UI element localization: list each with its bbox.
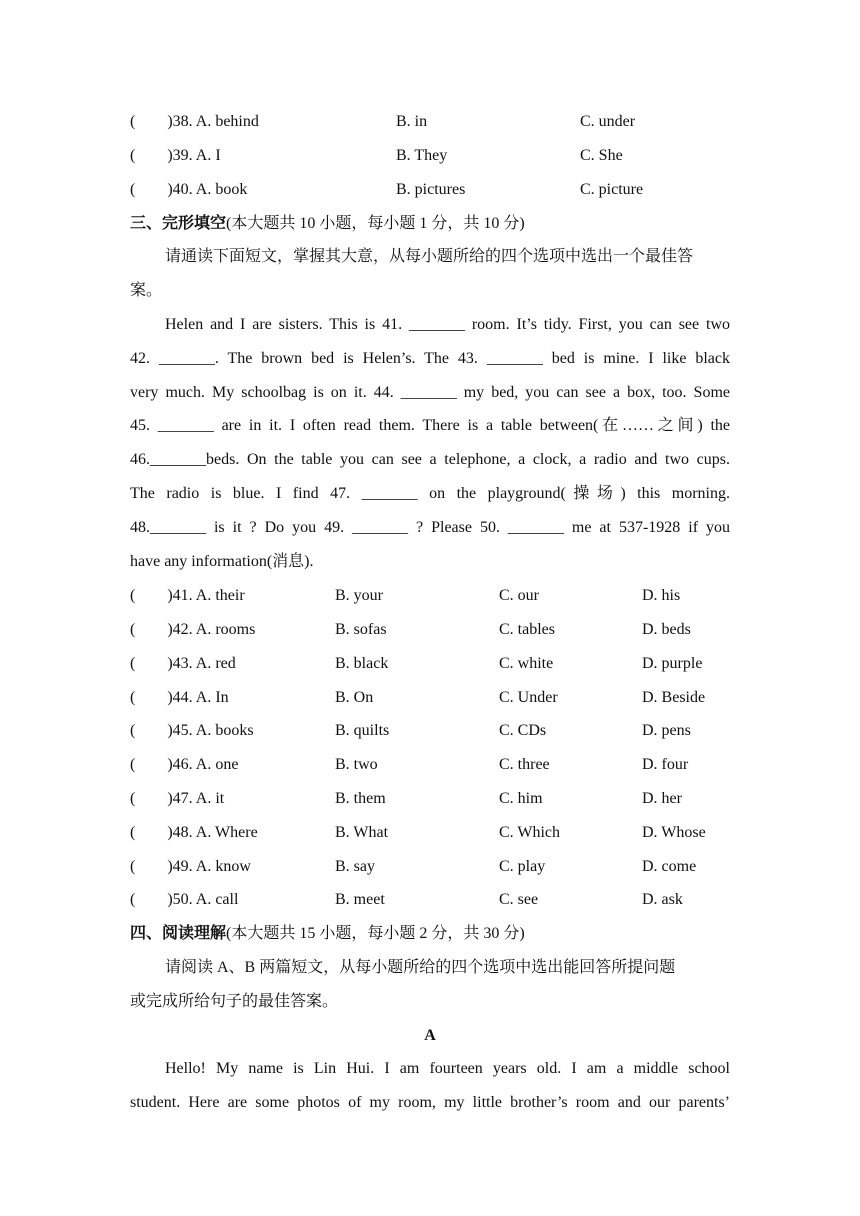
option-c: C. Which [499, 824, 561, 841]
option-number: ( )47. A. it [130, 790, 225, 807]
instruction-text: 案。 [130, 282, 163, 299]
option-c: C. She [580, 147, 623, 164]
option-number: ( )45. A. books [130, 722, 254, 739]
option-d: D. purple [642, 655, 703, 672]
option-number: ( )40. A. book [130, 181, 248, 198]
option-d: D. come [642, 858, 697, 875]
option-b: B. quilts [335, 722, 390, 739]
instruction-text: 请阅读 A、B 两篇短文，从每小题所给的四个选项中选出能回答所提问题 [165, 959, 676, 976]
option-d: D. his [642, 587, 681, 604]
option-b: B. On [335, 689, 374, 706]
passage-line: 48._______ is it ? Do you 49. _______ ? Please 50. _______ me at 537-1928 if you [130, 519, 730, 536]
option-d: D. her [642, 790, 682, 807]
option-c: C. CDs [499, 722, 547, 739]
option-d: D. beds [642, 621, 691, 638]
passage-line: student. Here are some photos of my room, my little brother’s room and our parents’ [130, 1094, 730, 1111]
passage-line: 45. _______ are in it. I often read them. There is a table between(在……之间) the [130, 417, 730, 434]
section-heading-note: (本大题共 10 小题，每小题 1 分，共 10 分) [226, 215, 525, 232]
option-b: B. your [335, 587, 383, 604]
passage-line: The radio is blue. I find 47. _______ on the playground(操场) this morning. [130, 485, 730, 502]
option-d: D. pens [642, 722, 691, 739]
option-number: ( )42. A. rooms [130, 621, 256, 638]
passage-line: 42. _______. The brown bed is Helen’s. The 43. _______ bed is mine. I like black [130, 350, 730, 367]
option-number: ( )43. A. red [130, 655, 236, 672]
section-heading-title: 四、阅读理解 [130, 925, 227, 942]
option-c: C. white [499, 655, 554, 672]
option-b: B. in [396, 113, 428, 130]
passage-title: A [424, 1027, 436, 1044]
passage-line: have any information(消息). [130, 553, 314, 570]
option-b: B. pictures [396, 181, 466, 198]
option-b: B. meet [335, 891, 385, 908]
option-d: D. Beside [642, 689, 706, 706]
option-c: C. our [499, 587, 539, 604]
section-heading [130, 924, 730, 944]
option-number: ( )39. A. I [130, 147, 221, 164]
option-b: B. They [396, 147, 448, 164]
option-c: C. play [499, 858, 546, 875]
passage-line: very much. My schoolbag is on it. 44. _______ my bed, you can see a box, too. Some [130, 384, 730, 401]
passage-line: Helen and I are sisters. This is 41. _______ room. It’s tidy. First, you can see two [165, 316, 730, 333]
option-c: C. Under [499, 689, 558, 706]
passage-line: 46._______beds. On the table you can see a telephone, a clock, a radio and two cups. [130, 451, 730, 468]
option-number: ( )50. A. call [130, 891, 239, 908]
option-b: B. two [335, 756, 378, 773]
section-heading-title: 三、完形填空 [130, 215, 227, 232]
instruction-text: 请通读下面短文，掌握其大意，从每小题所给的四个选项中选出一个最佳答 [165, 248, 694, 265]
option-c: C. picture [580, 181, 644, 198]
option-d: D. ask [642, 891, 683, 908]
option-d: D. Whose [642, 824, 706, 841]
option-d: D. four [642, 756, 689, 773]
option-b: B. black [335, 655, 389, 672]
option-b: B. What [335, 824, 389, 841]
option-number: ( )48. A. Where [130, 824, 258, 841]
option-b: B. them [335, 790, 386, 807]
option-number: ( )46. A. one [130, 756, 239, 773]
section-heading [130, 214, 730, 234]
option-c: C. see [499, 891, 539, 908]
option-number: ( )49. A. know [130, 858, 251, 875]
option-b: B. sofas [335, 621, 387, 638]
option-c: C. him [499, 790, 543, 807]
passage-line: Hello! My name is Lin Hui. I am fourteen years old. I am a middle school [165, 1060, 730, 1077]
option-c: C. tables [499, 621, 555, 638]
instruction-text: 或完成所给句子的最佳答案。 [130, 993, 339, 1010]
option-c: C. three [499, 756, 550, 773]
option-number: ( )38. A. behind [130, 113, 259, 130]
option-b: B. say [335, 858, 375, 875]
option-number: ( )41. A. their [130, 587, 245, 604]
section-heading-note: (本大题共 15 小题，每小题 2 分，共 30 分) [226, 925, 525, 942]
option-number: ( )44. A. In [130, 689, 229, 706]
option-c: C. under [580, 113, 636, 130]
